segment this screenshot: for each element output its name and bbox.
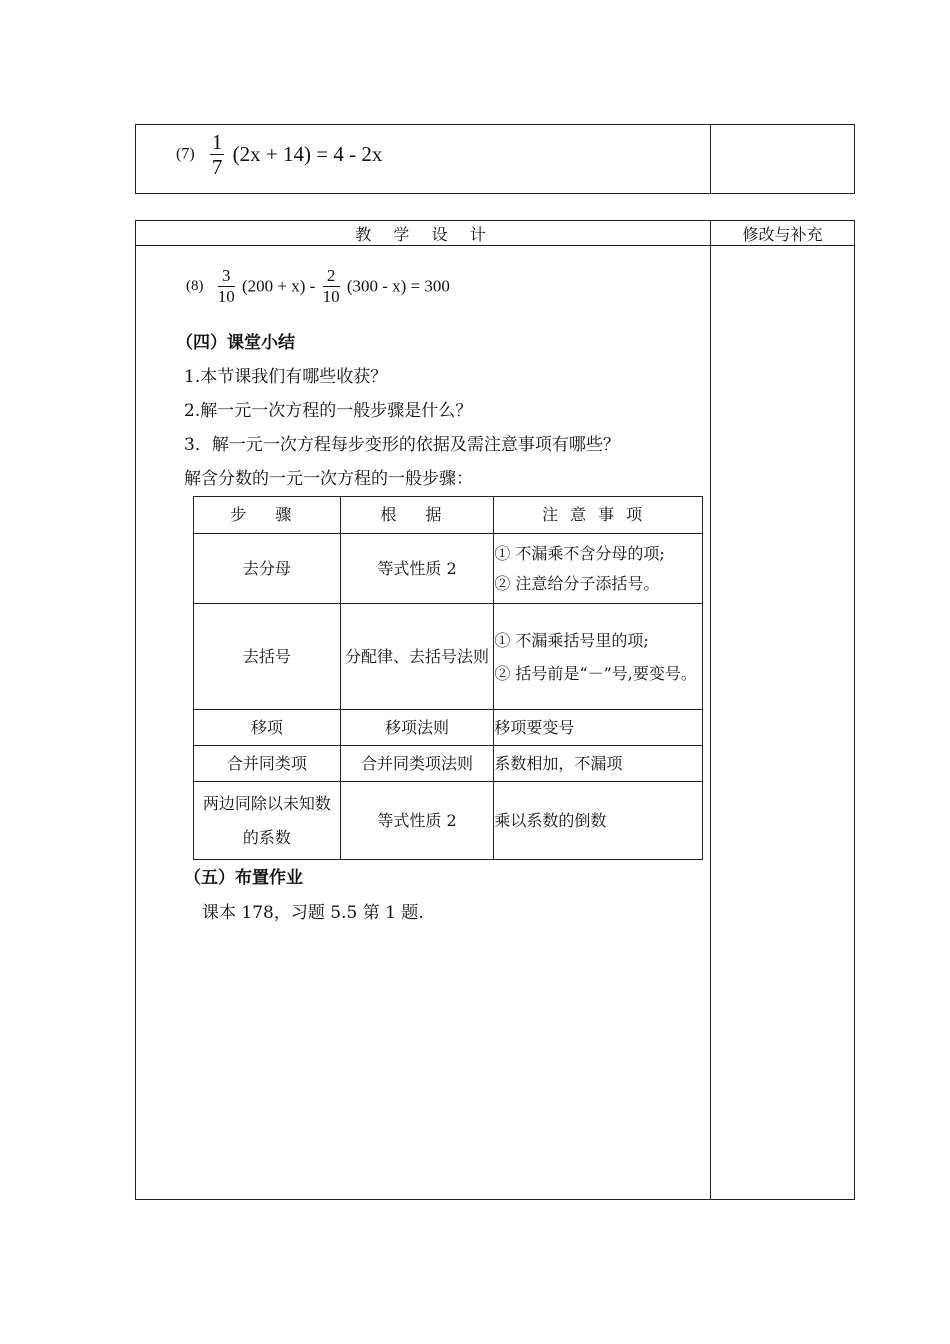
column-header-notes: 注意事项 xyxy=(494,497,703,534)
equation-8-fraction-1-denominator: 10 xyxy=(217,287,235,306)
step-cell: 去分母 xyxy=(194,534,341,604)
main-table-header-right: 修改与补充 xyxy=(742,225,823,244)
equation-7-denominator: 7 xyxy=(211,155,223,179)
question-2: 2.解一元一次方程的一般步骤是什么？ xyxy=(184,401,473,421)
notes-cell xyxy=(494,604,703,710)
equation-7-numerator: 1 xyxy=(211,130,223,154)
steps-intro: 解含分数的一元一次方程的一般步骤： xyxy=(184,469,473,489)
table-row xyxy=(194,746,703,782)
section-4-title: （四）课堂小结 xyxy=(176,333,295,353)
table-row xyxy=(194,782,703,860)
step-cell: 移项 xyxy=(194,710,341,746)
equation-8-fraction-2 xyxy=(323,266,340,307)
notes-cell: 系数相加，不漏项 xyxy=(494,746,703,782)
equation-8-part-2: (300 - x) = 300 xyxy=(346,276,450,296)
basis-cell: 合并同类项法则 xyxy=(340,746,494,782)
equation-8-part-1: (200 + x) - xyxy=(242,276,316,296)
equation-8-fraction-1-numerator: 3 xyxy=(218,266,235,287)
note-line: ② 注意给分子添括号。 xyxy=(494,573,660,593)
basis-cell: 等式性质 2 xyxy=(340,534,494,604)
equation-7-rest: (2x + 14) = 4 - 2x xyxy=(232,142,383,166)
note-line: ② 括号前是“－”号,要变号。 xyxy=(494,663,697,683)
basis-cell: 移项法则 xyxy=(340,710,494,746)
main-table-header-rule xyxy=(135,245,855,246)
equation-8 xyxy=(186,266,450,307)
table-row xyxy=(194,710,703,746)
notes-cell: 乘以系数的倒数 xyxy=(494,782,703,860)
homework-text: 课本 178，习题 5.5 第 1 题. xyxy=(202,903,424,923)
main-table-divider xyxy=(710,220,711,1200)
note-line: ① 不漏乘不含分母的项; xyxy=(494,543,665,563)
column-header-step: 步 骤 xyxy=(194,497,341,534)
step-cell: 两边同除以未知数的系数 xyxy=(194,782,341,860)
steps-table xyxy=(193,496,703,860)
table-row xyxy=(194,534,703,604)
question-3: 3．解一元一次方程每步变形的依据及需注意事项有哪些？ xyxy=(184,435,620,455)
section-5-title: （五）布置作业 xyxy=(184,868,303,888)
equation-7-label: (7) xyxy=(176,145,195,163)
top-table-divider xyxy=(710,124,711,194)
equation-7 xyxy=(176,130,382,179)
equation-7-fraction xyxy=(210,130,225,179)
steps-table-header-row xyxy=(194,497,703,534)
equation-8-fraction-2-numerator: 2 xyxy=(323,266,340,287)
basis-cell: 等式性质 2 xyxy=(340,782,494,860)
equation-8-label: (8) xyxy=(186,278,204,294)
column-header-basis: 根 据 xyxy=(340,497,494,534)
step-cell: 合并同类项 xyxy=(194,746,341,782)
notes-cell: 移项要变号 xyxy=(494,710,703,746)
note-line: ① 不漏乘括号里的项; xyxy=(494,630,649,650)
basis-cell: 分配律、去括号法则 xyxy=(340,604,494,710)
notes-cell xyxy=(494,534,703,604)
table-row xyxy=(194,604,703,710)
question-1: 1.本节课我们有哪些收获？ xyxy=(184,367,388,387)
equation-8-fraction-2-denominator: 10 xyxy=(322,287,340,306)
main-table-header-left: 教 学 设 计 xyxy=(355,225,490,244)
equation-8-fraction-1 xyxy=(218,266,235,307)
step-cell: 去括号 xyxy=(194,604,341,710)
